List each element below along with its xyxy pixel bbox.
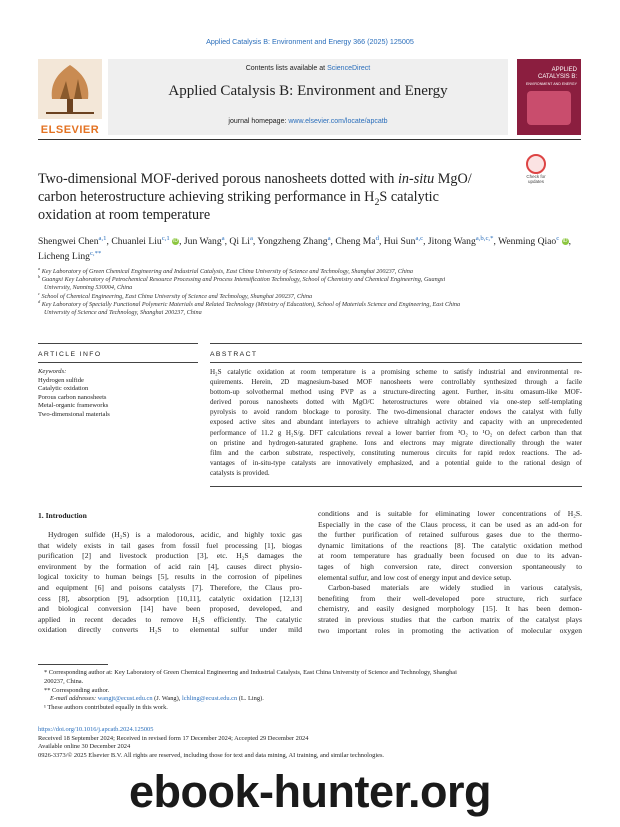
abstract-rule bbox=[210, 343, 582, 344]
masthead-rule bbox=[38, 139, 581, 140]
abstract-subrule bbox=[210, 362, 582, 363]
article-info-heading: ARTICLE INFO bbox=[38, 351, 102, 358]
affiliation: University of Science and Technology, Shanghai 200237, China bbox=[44, 309, 202, 317]
contents-line: Contents lists available at ScienceDirect bbox=[245, 65, 371, 72]
masthead-box bbox=[108, 59, 508, 135]
author[interactable]: Yongzheng Zhang$^a$ bbox=[257, 234, 331, 247]
author[interactable]: Jitong Wang$^{a,b,c,*}$ bbox=[427, 234, 494, 247]
doi-link[interactable]: https://doi.org/10.1016/j.apcatb.2024.125005 bbox=[38, 726, 154, 733]
elsevier-logo bbox=[38, 59, 102, 136]
author[interactable]: Hui Sun$^{a,c}$ bbox=[383, 234, 424, 247]
copyright-line: 0926-3373/© 2025 Elsevier B.V. All rights are reserved, including those for text and data mining, AI training, and similar technologies. bbox=[38, 751, 385, 759]
email-link-ling[interactable]: lchling@ecust.edu.cn bbox=[181, 695, 238, 703]
keywords: Keywords: Hydrogen sulfide Catalytic oxidation Porous carbon nanosheets Metal-organic frameworks Two-dimensional materials bbox=[38, 368, 198, 420]
sciencedirect-link[interactable]: ScienceDirect bbox=[327, 65, 371, 72]
affiliation: $^b$ Guangxi Key Laboratory of Petrochemical Resource Processing and Process Intensification Technology, School of Chemistry and Chemical Engineering, Guangxi bbox=[38, 274, 446, 284]
journal-reference[interactable]: Applied Catalysis B: Environment and Energy 366 (2025) 125005 bbox=[206, 37, 414, 46]
affiliation: $^c$ School of Chemical Engineering, East China University of Science and Technology, Shanghai 200237, China bbox=[38, 290, 313, 300]
article-info-rule bbox=[38, 343, 198, 344]
author[interactable]: Chuanlei Liu$^{c,1}$ iD bbox=[111, 234, 178, 247]
cover-title-2: CATALYSIS B: bbox=[537, 74, 577, 80]
journal-cover bbox=[517, 59, 581, 135]
affiliations bbox=[38, 265, 583, 317]
orcid-icon[interactable]: iD bbox=[562, 238, 568, 245]
author[interactable]: Qi Li$^a$ bbox=[229, 234, 253, 247]
author[interactable]: Wenming Qiao$^c$ iD bbox=[498, 234, 568, 247]
affiliation: $^a$ Key Laboratory of Green Chemical Engineering and Industrial Catalysis, East China University of Science and Technology, Shanghai 200237, China bbox=[38, 265, 413, 275]
abstract-body: H₂S catalytic oxidation at room temperature is a promising scheme to satisfy industrial and environmental re- quirements. Herein, 2D magnesium-based MOF nanosheets were controllably synthesized through a facile bottom-up solvothermal method using PVP as a structure-directing agent. Further, in-situ omasum-like MOF- derived porous nanosheets dotted with MgO/C heterostructures were obtained via one-step self-templating pyrolysis to avoid random blockage to porosity. The two-dimensional character endows the catalyst with fully exposed active sites and abundant interlayers to achieve ultrahigh activity and capacity with an unprecedented performance of 11.2 g H₂S/g. DFT calculations reveal a lower barrier from ³O₂ to ¹O₂ on defect carbon than that on pristine and hydrogen-saturated graphene. Ions and electrons may migrate directionally through the water film and the carbon substrate, respectively, constituting numerous circuits for rapid redox reactions. The ad- vantages of in-situ-type catalysts are innovatively emphasized, and a potential guide to the rational design of catalysts is provided. bbox=[210, 368, 582, 477]
intro-column-1: Hydrogen sulfide (H₂S) is a malodorous, acidic, and highly toxic gas that widely exists in tail gases from fossil fuel processing [1], biogas purification [2] and livestock production [3], etc. H₂S damages the environment by the formation of acid rain [4], causes direct physio- logical toxicity to human beings [5], results in the corrosion of pipelines and equipment [6] and poisons catalysts [7]. Therefore, the Claus pro- cess [8], absorption [9], adsorption [10,11], catalytic oxidation [12,13] and biological conversion [14] have been proposed, developed, and applied in recent decades to remove H₂S efficiently. The catalytic oxidation directly converts H₂S to elemental sulfur under mild bbox=[38, 530, 302, 635]
footnote-corresponding-1: * Corresponding author at: Key Laboratory of Green Chemical Engineering and Industrial Catalysis, East China University of Science and Technology, Shanghai bbox=[44, 669, 457, 676]
check-updates-icon bbox=[526, 154, 546, 174]
affiliation: University, Nanning 530004, China bbox=[44, 284, 133, 292]
publication-info bbox=[38, 726, 583, 760]
keyword: Metal-organic frameworks bbox=[38, 402, 109, 410]
homepage-line: journal homepage: www.elsevier.com/locate/apcatb bbox=[228, 118, 388, 125]
keyword: Hydrogen sulfide bbox=[38, 376, 84, 384]
cover-title-3: ENVIRONMENT AND ENERGY bbox=[525, 82, 577, 86]
keyword: Two-dimensional materials bbox=[38, 410, 110, 418]
affiliation: $^d$ Key Laboratory of Specially Functional Polymeric Materials and Related Technology (Ministry of Education), School of Materials Science and Engineering, East China bbox=[38, 298, 461, 308]
section-heading-introduction: 1. Introduction bbox=[38, 511, 87, 520]
author[interactable]: Cheng Ma$^d$ bbox=[335, 234, 379, 247]
orcid-icon[interactable]: iD bbox=[173, 238, 178, 245]
footnote-corresponding-2: ** Corresponding author. bbox=[44, 686, 110, 694]
check-for-updates-button[interactable]: Check for updates bbox=[521, 154, 551, 184]
abstract-heading: ABSTRACT bbox=[210, 351, 258, 358]
received-dates: Received 18 September 2024; Received in revised form 17 December 2024; Accepted 29 December 2024 bbox=[38, 734, 309, 742]
footnote-equal-contribution: ¹ These authors contributed equally in this work. bbox=[44, 704, 168, 712]
keyword: Porous carbon nanosheets bbox=[38, 393, 107, 401]
homepage-link[interactable]: www.elsevier.com/locate/apcatb bbox=[288, 118, 388, 125]
footnote-rule bbox=[38, 664, 108, 665]
cover-graphic bbox=[527, 91, 571, 125]
email-link-wang[interactable]: wangjt@ecust.edu.cn bbox=[97, 695, 153, 703]
author[interactable]: Shengwei Chen$^{a,1}$ bbox=[38, 234, 107, 247]
keyword: Catalytic oxidation bbox=[38, 385, 89, 393]
cover-title-1: APPLIED bbox=[551, 67, 577, 73]
footnote-emails: E-mail addresses: wangjt@ecust.edu.cn (J. Wang), lchling@ecust.edu.cn (L. Ling). bbox=[50, 695, 264, 703]
available-online: Available online 30 December 2024 bbox=[38, 743, 131, 751]
article-title: Two-dimensional MOF-derived porous nanosheets dotted with in-situ MgO/ carbon heterostructure achieving striking performance in $H_2S$ catalytic oxidation at room temperature bbox=[38, 171, 472, 223]
footnotes: * Corresponding author at: Key Laboratory of Green Chemical Engineering and Industrial Catalysis, East China University of Science and Technology, Shanghai 200237, China. ** Corresponding author. E-mail addresses: wangjt@ecust.edu.cn (J. Wang), lchling@ecust.edu.cn (L. Ling). ¹ These authors contributed equally in this work. bbox=[38, 669, 583, 713]
abstract-bottom-rule bbox=[210, 486, 582, 487]
author-list: Shengwei Chen$^{a,1}$, Chuanlei Liu$^{c,1}$ iD, Jun Wang$^a$, Qi Li$^a$, Yongzheng Zhang$^a$, Cheng Ma$^d$, Hui Sun$^{a,c}$, Jitong Wang$^{a,b,c,*}$, Wenming Qiao$^c$ iD, Licheng Ling$^{c,**}$ bbox=[38, 234, 572, 262]
intro-column-2: conditions and is suitable for eliminating lower concentrations of H₂S. Especially in the case of the Claus process, it can be used as an add-on for the further purification of retained sulfurous gases due to the thermo- dynamic limitations of the reactions [8]. The catalytic oxidation method at room temperature has gradually been focused on due to its advan- tages of high conversion rate, direct conversion spontaneously to elemental sulfur, and low cost of energy input and device setup. Carbon-based materials are widely studied in various catalysis, benefiting from their well-developed pore structure, rich surface chemistry, and easily designed morphology [15]. It has been demon- strated in previous studies that the carbon matrix of the catalyst plays two important roles in promoting the activation of molecular oxygen bbox=[318, 509, 582, 635]
article-info-subrule bbox=[38, 362, 198, 363]
watermark-text: ebook-hunter.org bbox=[129, 766, 491, 817]
journal-name: Applied Catalysis B: Environment and Energy bbox=[168, 83, 448, 99]
author[interactable]: Licheng Ling$^{c,**}$ bbox=[38, 249, 102, 262]
author[interactable]: Jun Wang$^a$ bbox=[183, 234, 225, 247]
publisher-name: ELSEVIER bbox=[40, 124, 100, 136]
